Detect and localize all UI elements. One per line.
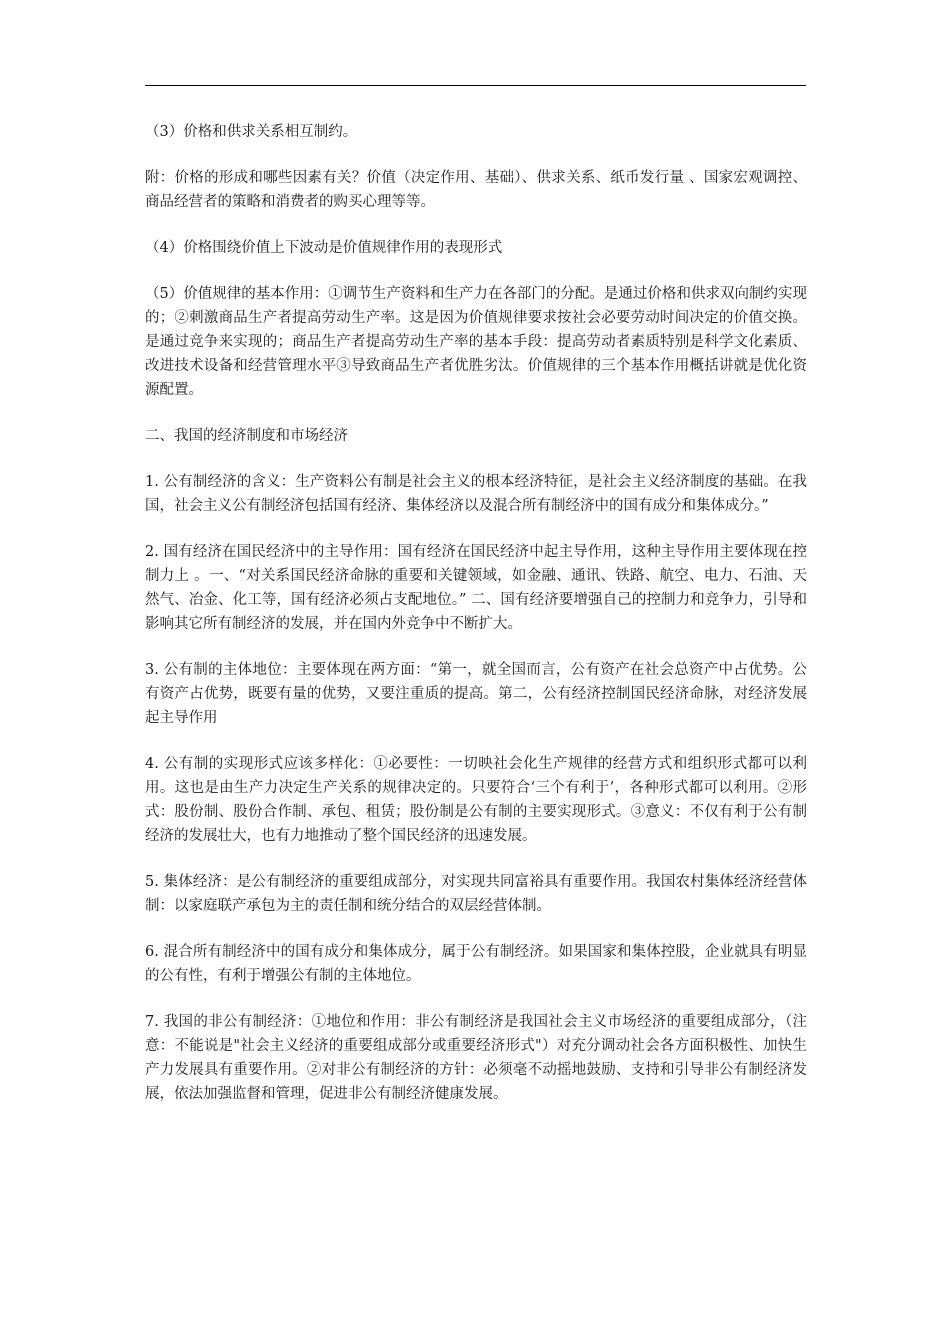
paragraph-public-ownership-meaning: 1. 公有制经济的含义：生产资料公有制是社会主义的根本经济特征，是社会主义经济制度的基础。在我国，社会主义公有制经济包括国有经济、集体经济以及混合所有制经济中的国有成分和集体成分。” xyxy=(145,474,807,514)
section-heading-economic-system: 二、我国的经济制度和市场经济 xyxy=(145,428,348,444)
paragraph-non-public-economy: 7. 我国的非公有制经济：①地位和作用：非公有制经济是我国社会主义市场经济的重要组成部分，（注意：不能说是"社会主义经济的重要组成部分或重要经济形式"）对充分调动社会各方面积极性、加快生产力发展具有重要作用。②对非公有制经济的方针：必须毫不动摇地鼓励、支持和引导非公有制经济发展，依法加强监督和管理，促进非公有制经济健康发展。 xyxy=(145,1014,807,1102)
paragraph-collective-economy: 5. 集体经济：是公有制经济的重要组成部分，对实现共同富裕具有重要作用。我国农村集体经济经营体制：以家庭联产承包为主的责任制和统分结合的双层经营体制。 xyxy=(145,874,807,914)
header-rule xyxy=(145,85,806,86)
paragraph-price-fluctuation: （4）价格围绕价值上下波动是价值规律作用的表现形式 xyxy=(145,240,503,256)
paragraph-public-ownership-forms: 4. 公有制的实现形式应该多样化：①必要性：一切映社会化生产规律的经营方式和组织形式都可以利用。这也是由生产力决定生产关系的规律决定的。只要符合‘三个有利于’，各种形式都可以利用。②形式：股份制、股份合作制、承包、租赁；股份制是公有制的主要实现形式。③意义：不仅有利于公有制经济的发展壮大，也有力地推动了整个国民经济的迅速发展。 xyxy=(145,756,807,844)
paragraph-state-economy-leading-role: 2. 国有经济在国民经济中的主导作用：国有经济在国民经济中起主导作用，这种主导作用主要体现在控制力上 。一、“对关系国民经济命脉的重要和关键领域，如金融、通讯、铁路、航空、电力、石油、天然气、冶金、化工等，国有经济必须占支配地位。” 二、国有经济要增强自己的控制力和竞争力，引导和影响其它所有制经济的发展，并在国内外竞争中不断扩大。 xyxy=(145,544,807,632)
paragraph-mixed-ownership: 6. 混合所有制经济中的国有成分和集体成分，属于公有制经济。如果国家和集体控股，企业就具有明显的公有性，有利于增强公有制的主体地位。 xyxy=(145,944,807,984)
paragraph-price-supply: （3）价格和供求关系相互制约。 xyxy=(145,124,358,140)
paragraph-value-law-functions: （5）价值规律的基本作用：①调节生产资料和生产力在各部门的分配。是通过价格和供求双向制约实现的；②刺激商品生产者提高劳动生产率。这是因为价值规律要求按社会必要劳动时间决定的价值交换。是通过竞争来实现的；商品生产者提高劳动生产率的基本手段：提高劳动者素质特别是科学文化素质、改进技术设备和经营管理水平③导致商品生产者优胜劣汰。价值规律的三个基本作用概括讲就是优化资源配置。 xyxy=(145,286,807,398)
paragraph-price-factors: 附：价格的形成和哪些因素有关？价值（决定作用、基础）、供求关系、纸币发行量 、国家宏观调控、商品经营者的策略和消费者的购买心理等等。 xyxy=(145,170,807,210)
document-body xyxy=(145,120,807,1128)
paragraph-public-ownership-main-status: 3. 公有制的主体地位：主要体现在两方面：“第一，就全国而言，公有资产在社会总资产中占优势。公有资产占优势，既要有量的优势，又要注重质的提高。第二，公有经济控制国民经济命脉，对经济发展起主导作用 xyxy=(145,662,807,726)
